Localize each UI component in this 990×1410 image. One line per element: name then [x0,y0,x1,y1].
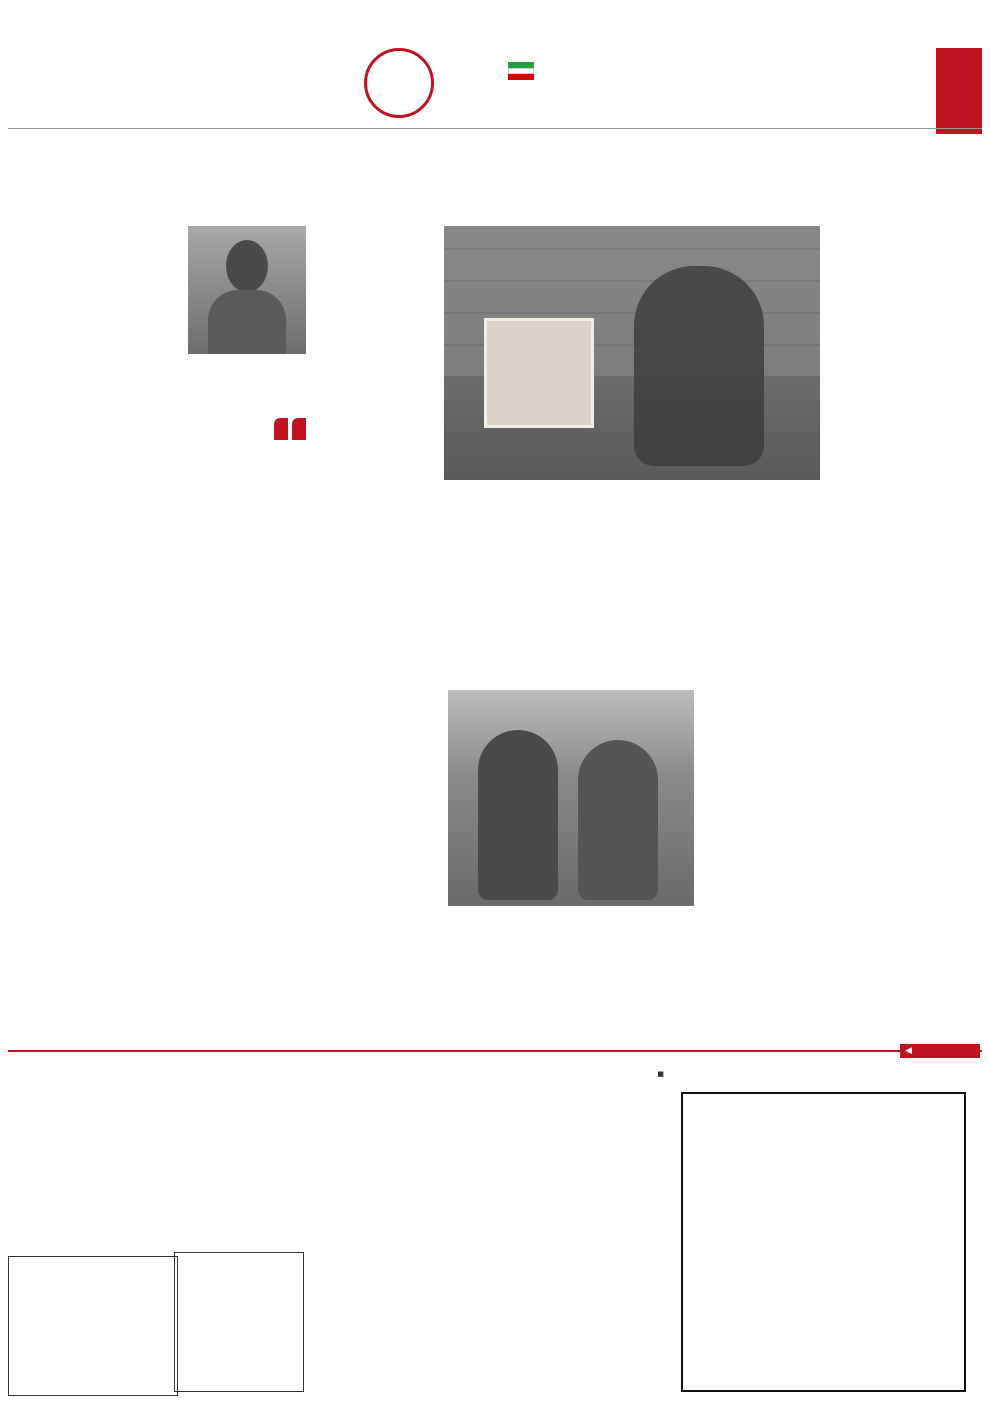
right-column [830,130,980,1050]
sudoku-info [184,1108,294,1112]
filler-text [702,612,820,722]
main-photo [444,226,820,480]
crossword-grid [681,1092,966,1392]
portrait-head [226,240,268,292]
soldier-figure-2 [578,740,658,900]
filler-text [8,133,158,386]
column-mid-3 [450,488,568,698]
martyr-portrait [188,226,306,354]
column-mid-6-text [188,618,306,943]
filler-text [830,332,980,519]
filler-text [576,488,694,598]
filler-text [188,775,306,940]
left-column [8,130,158,1050]
filler-text [314,408,432,540]
portrait-body [208,290,286,354]
quote-mark-icon [270,418,306,444]
second-photo [448,690,694,906]
arrow-icon: ◀ [905,1046,912,1056]
photo-caption-bottom [434,690,446,906]
column-mid-1 [702,488,820,1036]
defense-week-badge [364,48,434,118]
crossword-credit: ■ [657,1070,664,1078]
filler-text [188,618,306,772]
crossword-side-numbers [966,1092,982,1392]
column-mid-5 [314,226,432,1034]
filler-text [314,226,432,292]
column-mid-6 [188,226,306,1034]
answer-info [184,1216,294,1219]
filler-text [830,891,980,1045]
logo [936,48,982,134]
filler-text [448,914,694,1024]
page-header [0,40,990,140]
header-rule [8,128,982,129]
filler-text [702,488,820,609]
filler-text [702,725,820,890]
filler-text [314,755,432,843]
filler-text [8,645,158,755]
filler-text [8,758,158,857]
filler-text [450,579,568,645]
framed-photo [484,318,594,428]
crossword-cells [683,1094,964,1390]
filler-text [8,389,158,642]
previous-sudoku-answer [8,1256,178,1396]
column-mid-4 [448,914,694,1034]
clues-across [374,1148,664,1152]
filler-text [314,295,432,405]
soldier-figure-1 [478,730,558,900]
filler-text [450,488,568,576]
filler-text [830,522,980,687]
filler-text [314,543,432,752]
puzzle-divider [8,1050,982,1052]
filler-text [830,690,980,888]
crossword-top-numbers [681,1076,966,1090]
section-logo [450,44,550,104]
clues-down [374,1272,664,1276]
man-figure [634,266,764,466]
iran-flag-icon [508,62,534,80]
puzzle-section-tab [900,1044,980,1058]
lead-text [830,133,980,329]
pull-quote-2 [188,456,306,606]
answer-grid [174,1252,304,1392]
